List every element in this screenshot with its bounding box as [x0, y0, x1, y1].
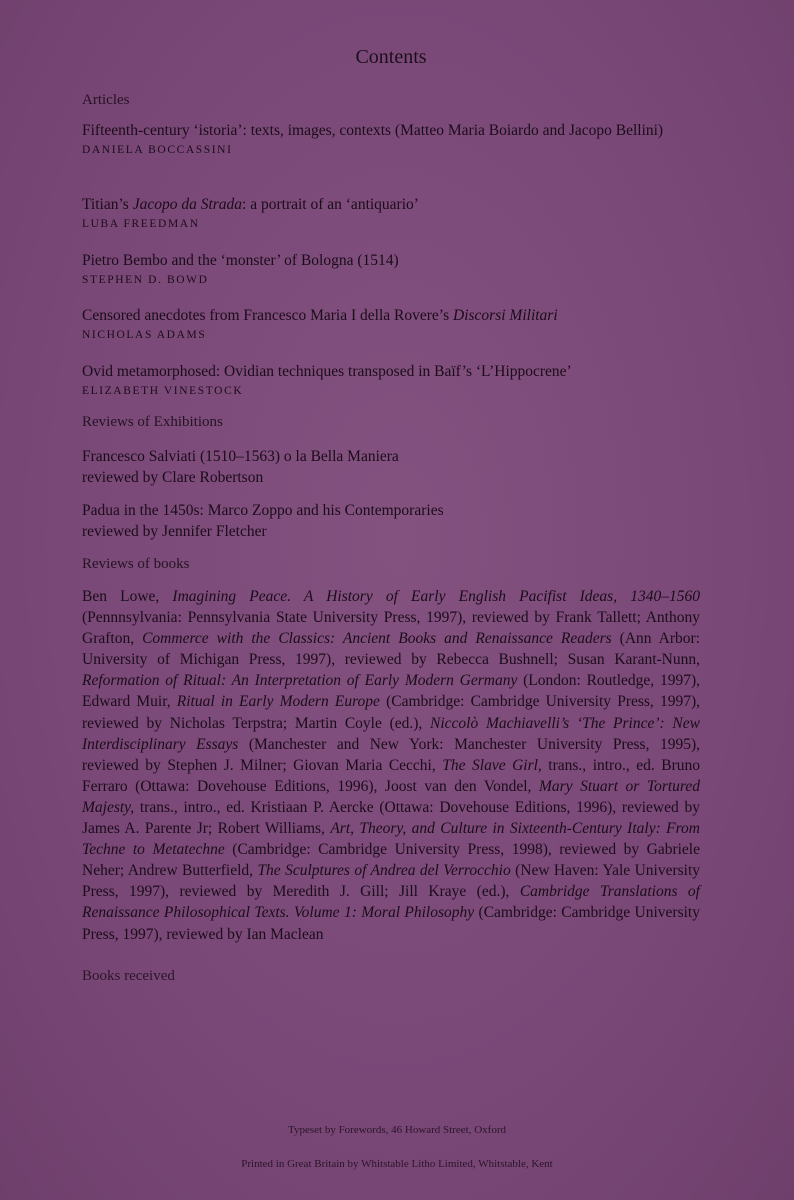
section-heading-books-received: Books received: [82, 968, 175, 984]
article-title: Censored anecdotes from Francesco Maria I della Rovere’s Discorsi Militari: [82, 307, 558, 324]
article-title: Titian’s Jacopo da Strada: a portrait of an ‘antiquario’: [82, 196, 419, 213]
article-author: DANIELA BOCCASSINI: [82, 144, 233, 156]
book-review-text: trans., intro., ed. Kristiaan P. Aercke (Ottawa: Dovehouse Editions, 1996), reviewed by James A. Parente Jr; Robert Williams,: [82, 798, 700, 838]
book-title: Commerce with the Classics: Ancient Books and Renaissance Readers: [142, 630, 612, 648]
page-title: Contents: [355, 46, 427, 68]
exhibition-title: Padua in the 1450s: Marco Zoppo and his Contemporaries: [82, 502, 444, 519]
book-reviews-paragraph: [82, 586, 700, 945]
article-author: STEPHEN D. BOWD: [82, 274, 209, 286]
book-title: Cambridge Translations of Renaissance Philosophical Texts. Volume 1: Moral Philosophy: [82, 883, 700, 922]
book-title: Reformation of Ritual: An Interpretation of Early Modern Germany: [82, 672, 518, 690]
book-title: Mary Stuart or Tortured Majesty,: [82, 777, 701, 816]
exhibition-title: Francesco Salviati (1510–1563) o la Bella Maniera: [82, 448, 399, 465]
book-review-text: (Cambridge: Cambridge University Press, 1998), reviewed by Gabriele Neher; Andrew Butterfield,: [82, 841, 700, 880]
book-review-text: (Cambridge: Cambridge University Press, 1997), reviewed by Ian Maclean: [82, 904, 700, 943]
article-author: LUBA FREEDMAN: [82, 218, 200, 230]
exhibition-review: [82, 446, 700, 488]
book-review-text: Ben Lowe,: [82, 588, 173, 605]
article-author: ELIZABETH VINESTOCK: [82, 385, 244, 397]
article-author: NICHOLAS ADAMS: [82, 329, 207, 341]
section-heading-articles: Articles: [82, 92, 130, 108]
book-review-text: (New Haven: Yale University Press, 1997), reviewed by Meredith J. Gill; Jill Kraye (ed.),: [82, 862, 701, 901]
book-title: Ritual in Early Modern Europe: [176, 693, 380, 711]
article-title: Ovid metamorphosed: Ovidian techniques transposed in Baïf’s ‘L’Hippocrene’: [82, 363, 572, 380]
section-heading-books: Reviews of books: [82, 556, 190, 572]
article-title: Fifteenth-century ‘istoria’: texts, images, contexts (Matteo Maria Boiardo and Jacopo Bellini): [82, 122, 664, 139]
typeset-credit: Typeset by Forewords, 46 Howard Street, Oxford: [288, 1124, 506, 1136]
book-title: The Sculptures of Andrea del Verrocchio: [257, 862, 511, 880]
book-review-text: (Manchester and New York: Manchester University Press, 1995), reviewed by Stephen J. Milner; Giovan Maria Cecchi,: [82, 735, 700, 774]
printer-credit: Printed in Great Britain by Whitstable Litho Limited, Whitstable, Kent: [241, 1158, 553, 1170]
article-entry: [82, 250, 700, 288]
book-title: Niccolò Machiavelli’s ‘The Prince’: New Interdisciplinary Essays: [82, 714, 700, 753]
article-entry: [82, 305, 700, 343]
article-entry: [82, 194, 700, 232]
section-heading-exhibitions: Reviews of Exhibitions: [82, 414, 223, 430]
article-title: Pietro Bembo and the ‘monster’ of Bologna (1514): [82, 252, 399, 269]
book-review-text: (Ann Arbor: University of Michigan Press, 1997), reviewed by Rebecca Bushnell; Susan Karant-Nunn,: [82, 630, 700, 669]
book-review-text: (Cambridge: Cambridge University Press, 1997), reviewed by Nicholas Terpstra; Martin Coyle (ed.),: [82, 693, 700, 732]
article-entry: [82, 120, 700, 158]
exhibition-review: [82, 500, 700, 542]
book-title: The Slave Girl,: [442, 756, 542, 774]
article-entry: [82, 361, 700, 399]
book-title: Imagining Peace. A History of Early English Pacifist Ideas, 1340–1560: [172, 588, 700, 605]
exhibition-reviewer: reviewed by Clare Robertson: [82, 469, 264, 486]
exhibition-reviewer: reviewed by Jennifer Fletcher: [82, 523, 267, 540]
book-review-text: trans., intro., ed. Bruno Ferraro (Ottawa: Dovehouse Editions, 1996), Joost van den Vondel,: [82, 756, 700, 795]
book-review-text: (London: Routledge, 1997), Edward Muir,: [82, 672, 700, 711]
book-review-text: (Pennnsylvania: Pennsylvania State University Press, 1997), reviewed by Frank Tallett; Anthony Grafton,: [82, 609, 700, 648]
book-title: Art, Theory, and Culture in Sixteenth-Century Italy: From Techne to Metatechne: [82, 820, 700, 859]
